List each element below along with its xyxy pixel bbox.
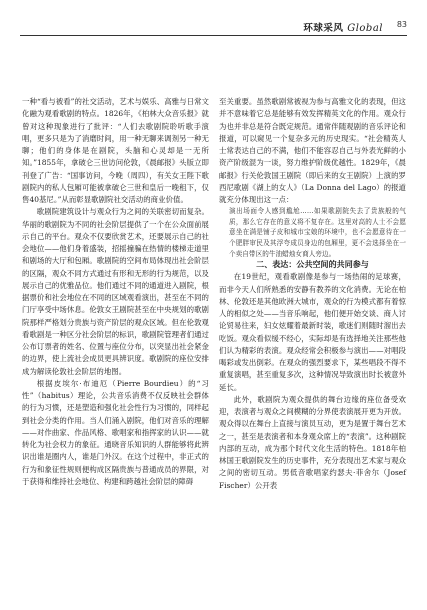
page-number: 83: [396, 20, 407, 29]
left-column: [22, 96, 209, 488]
running-head-cn: 环球采风: [303, 23, 344, 34]
header-rule: [20, 35, 407, 36]
running-head: [303, 20, 383, 34]
section-heading: 二、表达：公共空间的共同参与: [256, 260, 369, 270]
page-header: [0, 0, 427, 40]
paragraph: 歌剧院建筑设计与观众行为之间的关联密切而复杂。华丽的歌剧院为不同的社会阶层提供了一个在公众面前展示自己的平台。观众不仅要欣赏艺术，还要展示自己的社会地位——他们身着盛装，招摇撞骗在热情的楼梯走道里和剧场的大厅和包厢。歌剧院的空间布局体现出社会阶层的区隔，观众不同方式通过有形和无形的行为规范，以及展示自己的优雅品位。他们通过不同的通道进入剧院，根据票价和社会地位在不同的区域观看演出，甚至在不同的门厅享受中场休息。伦敦女王剧院甚至在中央规划的歌剧院那样严格划分贵族与资产阶层的观众区域。但在伦敦观看歌剧是一种区分社会阶层的标识，歌剧院管理者们通过公布订票者的姓名、位置与座位分布，以突显出社会紧金的边界，使上流社会成员更具辨识度。歌剧院的座位安排成为解读伦敦社会阶层的地图。: [22, 207, 209, 376]
block-quote: 演出场面令人感到尴尬……如果歌剧院失去了贵族般的气质，那么它存在的意义将不复存在。这里对高的人士不会愿意坐在满是铺子皮和城市宝娘的环境中，也不会愿意待在一个肥胖审民及其浮夸成员身边的包厢里，更不会选择坐在一个卖自带区的牛油蜡烛女商人旁边。: [229, 207, 406, 258]
paragraph: 此外，歌剧院为观众提供的舞台边缘的座位备受欢迎，表演者与观众之间模糊的分界使表演展开更为开放。观众得以在舞台上直接与演员互动，更为是置于舞台艺术之一，甚至是表演者和本身观众席上的“表演”。这种剧院内部的互动，成为那个时代文化生活的特色。1818年柏林国王歌剧院发生的历史事件，充分表现出艺术家与观众之间的密切互动。男低音歌唱家约瑟夫·菲舍尔（Josef Fischer）公开表: [219, 394, 406, 490]
paragraph: 至关重要。虽然歌剧常被视为参与高雅文化的表现，但这并不意味着它总是能够有效发挥精英文化的作用。观众行为也并非总是符合既定规范。通常伴随观剧的音乐评论和报道，可以窥见一个复杂多元的历史现实。“社会精英人士常表达自己的不满，他们不能容忍自己与外表光鲜的小资产阶级混为一谈，努力维护阶级优越性。1829年，《晨邮报》行关伦敦国王剧院（即后来的女王剧院）上演的罗西尼歌剧《湖上的女人》（La Donna del Lago）的报道就充分体现出这一点：: [219, 97, 406, 204]
paragraph: 在19世纪，观看歌剧像是参与一场热闹的足球赛，而非今天人们所熟悉的安静有教养的文化消费。无论在柏林、伦敦还是其他欧洲大城市，观众的行为模式都有着惊人的相似之处——当音乐响起，他们便开始交谈、商人讨论贸易往来，妇女炫耀着最新时装，歌迷们则随时溜出去吃饭。观众看似缓不经心，实际却是有选择地关注那些他们认为精彩的表演。观众经常会积极参与演出——对唱段喝彩或发出倒彩。在观众的强烈要求下，某些唱段不得不重复演唱，甚至重复多次，这种情况导致演出时长被意外延长。: [219, 272, 406, 392]
paragraph: 根据皮埃尔·布迪厄（Pierre Bourdieu）的“习性”（habitus）理论，公共音乐消费不仅反映社会群体的行为习惯，还是塑造和强化社会性行为习惯的，同样起到社会分类的作用。当人们涌入剧院，他们对音乐的理解——对作曲家、作品风格、歌唱家和指挥家的认识——就转化为社会权力的象征。通晓音乐知识的人群能够将此辨识出谁是圈内人，谁是门外汉。在这个过程中，非正式的行为和象征性规则便构成区隔贵族与普通成员的界限，对于获得和维持社会地位、构建和跨越社会阶层的障碍: [22, 378, 209, 486]
right-column: [219, 96, 406, 492]
running-head-latin: Global: [347, 23, 383, 34]
paragraph: 一种“看与被看”的社交活动，艺术与娱乐、高雅与日常文化融为观看歌剧的特点。1826年，《柏林大众音乐报》就曾对这种现象进行了批评：“人们去歌剧院聆听歌手演唱，更多只是为了消磨时间，用一种无聊来调剂另一种无聊；他们的身体是在剧院，头脑和心灵却是一无所知。”1855年，拿破仑三世访问伦敦，《晨邮报》头版立即刊登了广告：“国事访问，今晚（周四），有关女王陛下歌剧院内的私人包厢可能被拿破仑三世和皇后一晚租下，仅售40基尼。”从而彰显歌剧院社交活动的商业价值。: [22, 97, 209, 204]
